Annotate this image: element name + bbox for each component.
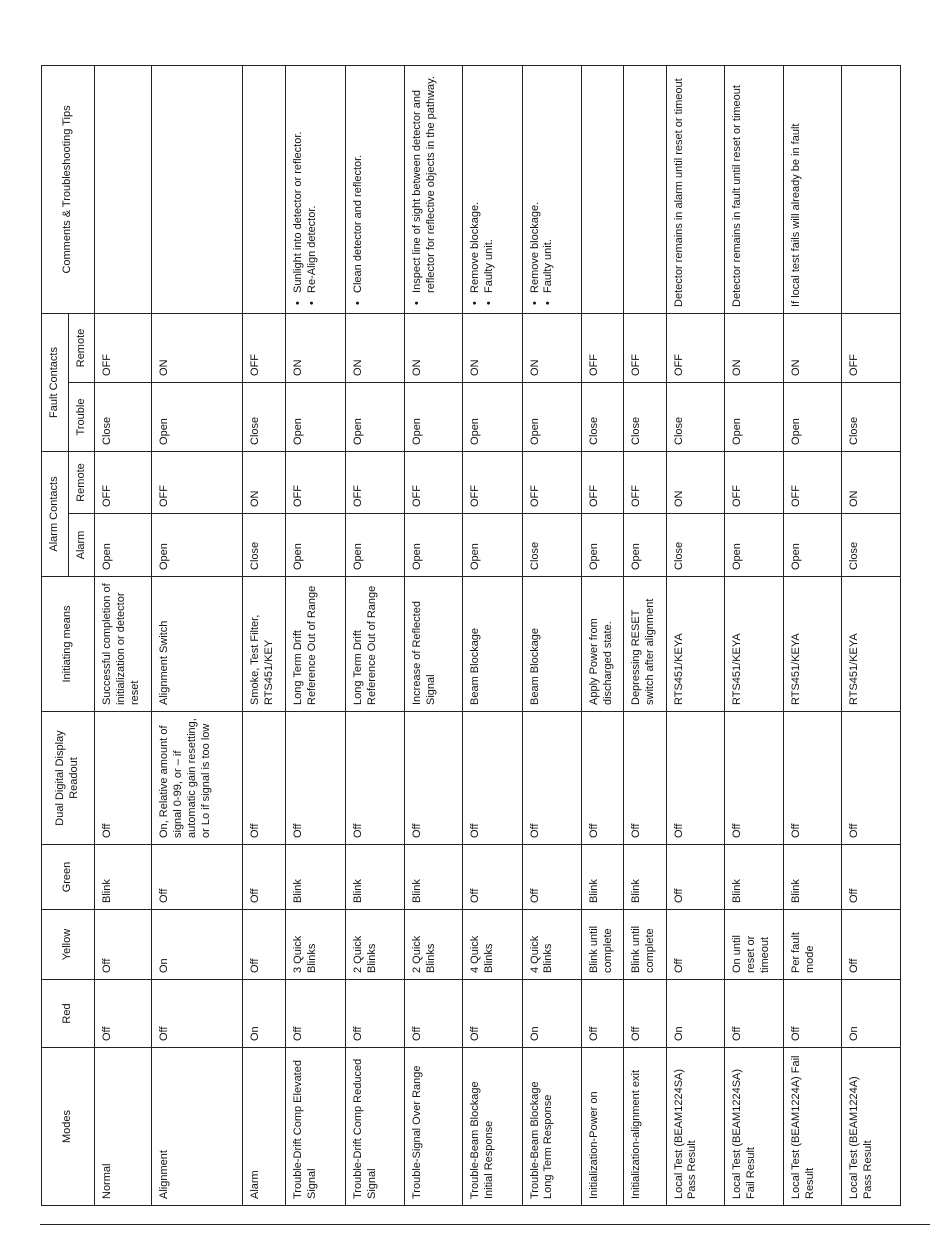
trouble-contact-cell: Open bbox=[783, 382, 842, 451]
header-alarm-remote: Remote bbox=[69, 451, 95, 513]
display-readout-cell: Off bbox=[783, 712, 842, 845]
mode-cell: Alignment bbox=[152, 1048, 243, 1206]
table-row bbox=[95, 65, 152, 1205]
yellow-led-cell: On bbox=[152, 910, 243, 980]
header-alarm-contacts: Alarm Contacts bbox=[42, 451, 69, 576]
red-led-cell: Off bbox=[725, 980, 784, 1048]
mode-cell: Local Test (BEAM1224SA) Pass Result bbox=[666, 1048, 725, 1206]
fault-remote-cell: ON bbox=[522, 313, 582, 382]
initiating-means-cell: Smoke, Test Filter, RTS451/KEY bbox=[243, 577, 286, 712]
header-alarm: Alarm bbox=[69, 514, 95, 577]
header-comments: Comments & Troubleshooting Tips bbox=[42, 65, 95, 313]
header-dual-display: Dual Digital Display Readout bbox=[42, 712, 95, 845]
green-led-cell: Blink bbox=[95, 845, 152, 910]
alarm-contact-cell: Close bbox=[842, 514, 901, 577]
trouble-contact-cell: Open bbox=[286, 382, 346, 451]
alarm-contact-cell: Close bbox=[666, 514, 725, 577]
alarm-remote-cell: OFF bbox=[286, 451, 346, 513]
comment-bullet: • Re-Align detector. bbox=[306, 72, 320, 307]
header-initiating: Initiating means bbox=[42, 577, 95, 712]
alarm-remote-cell: ON bbox=[243, 451, 286, 513]
comments-cell bbox=[286, 65, 346, 313]
yellow-led-cell: 4 Quick Blinks bbox=[462, 910, 522, 980]
mode-cell: Normal bbox=[95, 1048, 152, 1206]
trouble-contact-cell: Open bbox=[462, 382, 522, 451]
comment-bullet: • Remove blockage. bbox=[469, 72, 483, 307]
red-led-cell: Off bbox=[405, 980, 462, 1048]
red-led-cell: Off bbox=[152, 980, 243, 1048]
yellow-led-cell: Off bbox=[95, 910, 152, 980]
mode-cell: Trouble-Beam Blockage Initial Response bbox=[462, 1048, 522, 1206]
trouble-contact-cell: Open bbox=[345, 382, 405, 451]
green-led-cell: Blink bbox=[345, 845, 405, 910]
green-led-cell: Off bbox=[842, 845, 901, 910]
alarm-contact-cell: Open bbox=[405, 514, 462, 577]
header-yellow: Yellow bbox=[42, 910, 95, 980]
alarm-contact-cell: Open bbox=[152, 514, 243, 577]
rotated-table-container bbox=[41, 66, 901, 1206]
green-led-cell: Off bbox=[522, 845, 582, 910]
yellow-led-cell: Off bbox=[666, 910, 725, 980]
alarm-remote-cell: OFF bbox=[462, 451, 522, 513]
table-row bbox=[624, 65, 666, 1205]
green-led-cell: Off bbox=[666, 845, 725, 910]
initiating-means-cell: RTS451/KEYA bbox=[725, 577, 784, 712]
mode-cell: Trouble-Beam Blockage Long Term Response bbox=[522, 1048, 582, 1206]
yellow-led-cell: Blink until complete bbox=[624, 910, 666, 980]
red-led-cell: Off bbox=[345, 980, 405, 1048]
fault-remote-cell: ON bbox=[345, 313, 405, 382]
red-led-cell: On bbox=[243, 980, 286, 1048]
comment-bullet: • Remove blockage. bbox=[529, 72, 543, 307]
red-led-cell: On bbox=[522, 980, 582, 1048]
header-trouble: Trouble bbox=[69, 382, 95, 451]
table-row bbox=[152, 65, 243, 1205]
green-led-cell: Blink bbox=[725, 845, 784, 910]
display-readout-cell: Off bbox=[95, 712, 152, 845]
initiating-means-cell: Apply Power from discharged state. bbox=[582, 577, 624, 712]
table-row bbox=[842, 65, 901, 1205]
table-row bbox=[286, 65, 346, 1205]
initiating-means-cell: Increase of Reflected Signal bbox=[405, 577, 462, 712]
red-led-cell: On bbox=[666, 980, 725, 1048]
page-bottom-rule bbox=[40, 1224, 930, 1225]
trouble-contact-cell: Open bbox=[405, 382, 462, 451]
green-led-cell: Blink bbox=[582, 845, 624, 910]
yellow-led-cell: Per fault mode bbox=[783, 910, 842, 980]
mode-cell: Local Test (BEAM1224A) Fail Result bbox=[783, 1048, 842, 1206]
yellow-led-cell: Off bbox=[243, 910, 286, 980]
red-led-cell: Off bbox=[624, 980, 666, 1048]
green-led-cell: Blink bbox=[286, 845, 346, 910]
trouble-contact-cell: Open bbox=[522, 382, 582, 451]
header-fault-contacts: Fault Contacts bbox=[42, 313, 69, 451]
comments-cell bbox=[95, 65, 152, 313]
red-led-cell: Off bbox=[462, 980, 522, 1048]
alarm-remote-cell: OFF bbox=[624, 451, 666, 513]
alarm-remote-cell: OFF bbox=[725, 451, 784, 513]
mode-cell: Trouble-Signal Over Range bbox=[405, 1048, 462, 1206]
mode-status-table bbox=[41, 65, 901, 1206]
initiating-means-cell: Depressing RESET switch after alignment bbox=[624, 577, 666, 712]
comments-cell bbox=[582, 65, 624, 313]
fault-remote-cell: OFF bbox=[243, 313, 286, 382]
alarm-contact-cell: Open bbox=[345, 514, 405, 577]
mode-cell: Alarm bbox=[243, 1048, 286, 1206]
comment-bullet: • Sunlight into detector or reflector. bbox=[292, 72, 306, 307]
header-modes: Modes bbox=[42, 1048, 95, 1206]
mode-cell: Local Test (BEAM1224SA) Fail Result bbox=[725, 1048, 784, 1206]
comments-cell bbox=[725, 65, 784, 313]
alarm-contact-cell: Open bbox=[725, 514, 784, 577]
alarm-remote-cell: ON bbox=[842, 451, 901, 513]
table-row bbox=[725, 65, 784, 1205]
display-readout-cell: Off bbox=[405, 712, 462, 845]
alarm-remote-cell: OFF bbox=[405, 451, 462, 513]
alarm-contact-cell: Open bbox=[582, 514, 624, 577]
fault-remote-cell: ON bbox=[152, 313, 243, 382]
initiating-means-cell: Long Term Drift Reference Out of Range bbox=[286, 577, 346, 712]
trouble-contact-cell: Close bbox=[95, 382, 152, 451]
yellow-led-cell: 3 Quick Blinks bbox=[286, 910, 346, 980]
initiating-means-cell: RTS451/KEYA bbox=[842, 577, 901, 712]
fault-remote-cell: ON bbox=[286, 313, 346, 382]
red-led-cell: Off bbox=[582, 980, 624, 1048]
initiating-means-cell: Long Term Drift Reference Out of Range bbox=[345, 577, 405, 712]
comment-bullet: • Clean detector and reflector. bbox=[352, 72, 366, 307]
yellow-led-cell: 4 Quick Blinks bbox=[522, 910, 582, 980]
display-readout-cell: Off bbox=[286, 712, 346, 845]
alarm-remote-cell: OFF bbox=[152, 451, 243, 513]
mode-cell: Trouble-Drift Comp Reduced Signal bbox=[345, 1048, 405, 1206]
table-row bbox=[666, 65, 725, 1205]
comments-cell bbox=[243, 65, 286, 313]
green-led-cell: Blink bbox=[624, 845, 666, 910]
comments-cell bbox=[462, 65, 522, 313]
trouble-contact-cell: Close bbox=[842, 382, 901, 451]
alarm-contact-cell: Open bbox=[624, 514, 666, 577]
red-led-cell: Off bbox=[783, 980, 842, 1048]
comment-bullet: • Faulty unit. bbox=[483, 72, 497, 307]
alarm-remote-cell: ON bbox=[666, 451, 725, 513]
alarm-remote-cell: OFF bbox=[522, 451, 582, 513]
mode-cell: Trouble-Drift Comp Elevated Signal bbox=[286, 1048, 346, 1206]
display-readout-cell: Off bbox=[462, 712, 522, 845]
comments-cell bbox=[522, 65, 582, 313]
initiating-means-cell: RTS451/KEYA bbox=[666, 577, 725, 712]
fault-remote-cell: OFF bbox=[666, 313, 725, 382]
table-body bbox=[95, 65, 901, 1205]
comment-note: Detector remains in alarm until reset or timeout bbox=[672, 78, 685, 307]
table-row bbox=[243, 65, 286, 1205]
display-readout-cell: Off bbox=[624, 712, 666, 845]
alarm-contact-cell: Close bbox=[522, 514, 582, 577]
fault-remote-cell: ON bbox=[725, 313, 784, 382]
fault-remote-cell: ON bbox=[462, 313, 522, 382]
fault-remote-cell: ON bbox=[405, 313, 462, 382]
yellow-led-cell: On until reset or timeout bbox=[725, 910, 784, 980]
display-readout-cell: Off bbox=[842, 712, 901, 845]
comment-note: If local test fails will already be in fault bbox=[789, 123, 802, 307]
green-led-cell: Off bbox=[243, 845, 286, 910]
red-led-cell: Off bbox=[95, 980, 152, 1048]
yellow-led-cell: Blink until complete bbox=[582, 910, 624, 980]
header-red: Red bbox=[42, 980, 95, 1048]
display-readout-cell: Off bbox=[582, 712, 624, 845]
trouble-contact-cell: Close bbox=[624, 382, 666, 451]
comment-bullet: • Inspect line of sight between detector and reflector for reflective objects in the pathway. bbox=[411, 72, 439, 307]
comments-cell bbox=[345, 65, 405, 313]
initiating-means-cell: Beam Blockage bbox=[522, 577, 582, 712]
comments-cell bbox=[405, 65, 462, 313]
green-led-cell: Off bbox=[152, 845, 243, 910]
comment-bullet: • Faulty unit. bbox=[542, 72, 556, 307]
alarm-remote-cell: OFF bbox=[783, 451, 842, 513]
alarm-remote-cell: OFF bbox=[582, 451, 624, 513]
fault-remote-cell: OFF bbox=[842, 313, 901, 382]
red-led-cell: On bbox=[842, 980, 901, 1048]
red-led-cell: Off bbox=[286, 980, 346, 1048]
comments-cell bbox=[666, 65, 725, 313]
alarm-contact-cell: Open bbox=[462, 514, 522, 577]
yellow-led-cell: 2 Quick Blinks bbox=[345, 910, 405, 980]
comment-note: Detector remains in fault until reset or timeout bbox=[731, 85, 744, 307]
mode-cell: Initialization-Power on bbox=[582, 1048, 624, 1206]
table-row bbox=[783, 65, 842, 1205]
fault-remote-cell: OFF bbox=[95, 313, 152, 382]
alarm-contact-cell: Open bbox=[286, 514, 346, 577]
yellow-led-cell: 2 Quick Blinks bbox=[405, 910, 462, 980]
fault-remote-cell: ON bbox=[783, 313, 842, 382]
display-readout-cell: Off bbox=[243, 712, 286, 845]
table-row bbox=[405, 65, 462, 1205]
initiating-means-cell: Beam Blockage bbox=[462, 577, 522, 712]
table-row bbox=[462, 65, 522, 1205]
mode-cell: Initialization-alignment exit bbox=[624, 1048, 666, 1206]
fault-remote-cell: OFF bbox=[624, 313, 666, 382]
trouble-contact-cell: Close bbox=[243, 382, 286, 451]
table-row bbox=[582, 65, 624, 1205]
header-green: Green bbox=[42, 845, 95, 910]
alarm-contact-cell: Open bbox=[783, 514, 842, 577]
alarm-remote-cell: OFF bbox=[95, 451, 152, 513]
alarm-contact-cell: Open bbox=[95, 514, 152, 577]
comments-cell bbox=[842, 65, 901, 313]
display-readout-cell: Off bbox=[345, 712, 405, 845]
header-fault-remote: Remote bbox=[69, 313, 95, 382]
trouble-contact-cell: Close bbox=[582, 382, 624, 451]
initiating-means-cell: Successful completion of initialization or detector reset bbox=[95, 577, 152, 712]
green-led-cell: Blink bbox=[783, 845, 842, 910]
trouble-contact-cell: Open bbox=[725, 382, 784, 451]
green-led-cell: Off bbox=[462, 845, 522, 910]
comments-cell bbox=[152, 65, 243, 313]
alarm-remote-cell: OFF bbox=[345, 451, 405, 513]
fault-remote-cell: OFF bbox=[582, 313, 624, 382]
trouble-contact-cell: Open bbox=[152, 382, 243, 451]
initiating-means-cell: Alignment Switch bbox=[152, 577, 243, 712]
trouble-contact-cell: Close bbox=[666, 382, 725, 451]
yellow-led-cell: Off bbox=[842, 910, 901, 980]
comments-cell bbox=[783, 65, 842, 313]
table-row bbox=[522, 65, 582, 1205]
mode-cell: Local Test (BEAM1224A) Pass Result bbox=[842, 1048, 901, 1206]
green-led-cell: Blink bbox=[405, 845, 462, 910]
display-readout-cell: Off bbox=[725, 712, 784, 845]
table-row bbox=[345, 65, 405, 1205]
display-readout-cell: Off bbox=[666, 712, 725, 845]
initiating-means-cell: RTS451/KEYA bbox=[783, 577, 842, 712]
display-readout-cell: Off bbox=[522, 712, 582, 845]
alarm-contact-cell: Close bbox=[243, 514, 286, 577]
comments-cell bbox=[624, 65, 666, 313]
display-readout-cell: On, Relative amount of signal 0-99, or – if automatic gain resetting, or Lo if signal is too low bbox=[152, 712, 243, 845]
